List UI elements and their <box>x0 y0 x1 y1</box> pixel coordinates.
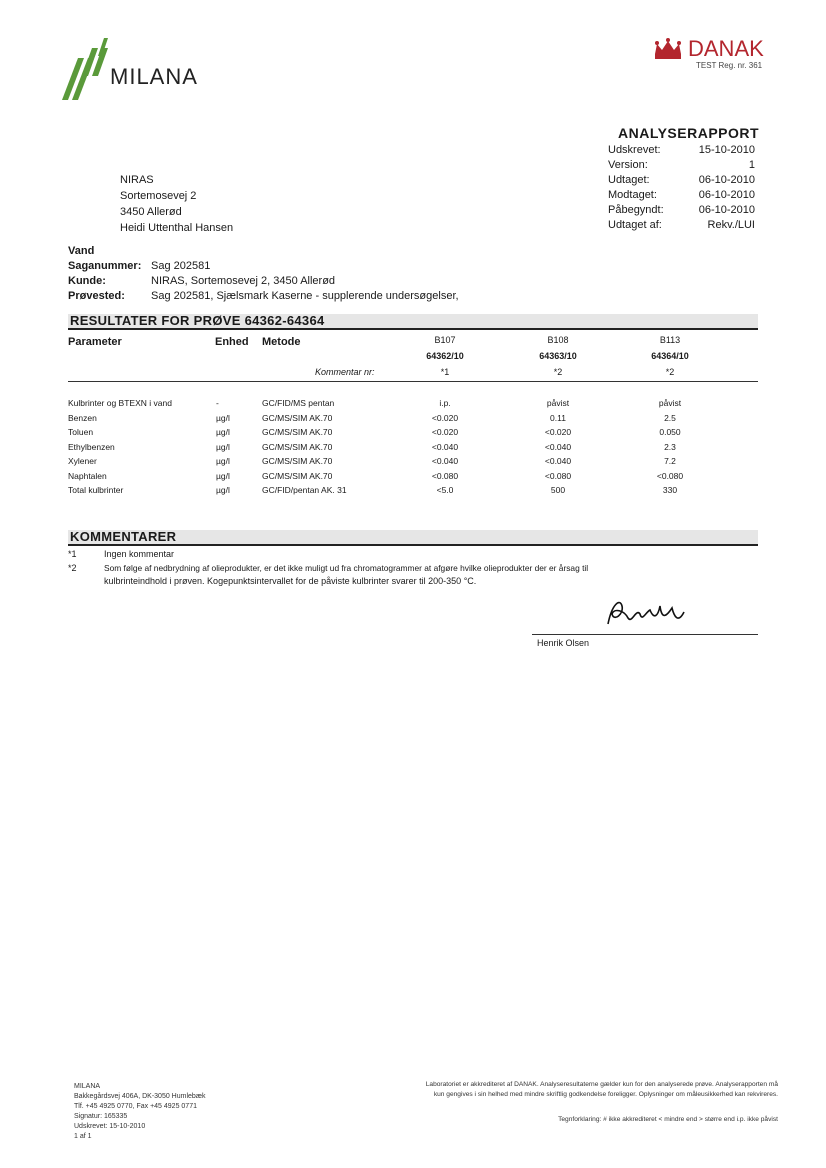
sample-id: B108 <box>547 335 569 345</box>
recipient-line: NIRAS <box>120 174 154 186</box>
sample-type: Vand <box>68 245 95 257</box>
crown-icon <box>652 38 684 60</box>
results-section-bar <box>68 314 758 330</box>
footer-phone: Tlf. +45 4925 0770, Fax +45 4925 0771 <box>74 1103 197 1110</box>
meta-row: Påbegyndt: 06-10-2010 <box>608 204 755 216</box>
results-table <box>68 398 758 500</box>
comments-section-bar <box>68 530 758 546</box>
table-row: Naphtalen µg/l GC/MS/SIM AK.70 <0.080 <0.080 <0.080 <box>68 470 684 481</box>
comment-text: Ingen kommentar <box>104 549 175 559</box>
sample-number: 64362/10 <box>426 351 464 361</box>
meta-row: Udtaget: 06-10-2010 <box>608 174 755 186</box>
header-divider <box>68 381 758 382</box>
table-row: Kulbrinter og BTEXN i vand - GC/FID/MS pentan i.p. påvist påvist <box>68 398 682 408</box>
footer-company: MILANA <box>74 1083 101 1090</box>
col-header-method: Metode <box>262 336 301 348</box>
signature <box>600 594 690 639</box>
footer-page: 1 af 1 <box>74 1133 92 1140</box>
meta-row: Udskrevet: 15-10-2010 <box>608 144 755 156</box>
comments-title: KOMMENTARER <box>70 529 177 544</box>
meta-row: Version: 1 <box>608 159 755 171</box>
table-row: Total kulbrinter µg/l GC/FID/pentan AK. 31 <5.0 500 330 <box>68 485 678 495</box>
sample-id: B107 <box>434 335 456 345</box>
recipient-line: Sortemosevej 2 <box>120 190 197 202</box>
info-row: Saganummer: Sag 202581 <box>68 260 211 272</box>
meta-row: Modtaget: 06-10-2010 <box>608 189 755 201</box>
comment-number: *1 <box>68 549 77 559</box>
col-header-unit: Enhed <box>215 336 249 348</box>
recipient-address <box>120 172 233 236</box>
sample-id: B113 <box>659 335 681 345</box>
sample-info <box>68 244 459 304</box>
comment-label: Kommentar nr: <box>315 367 375 377</box>
signature-mark <box>600 594 690 634</box>
sample-comment: *2 <box>665 367 675 377</box>
sample-number: 64363/10 <box>539 351 577 361</box>
signature-line <box>532 634 758 635</box>
footer-disclaimer <box>318 1080 778 1100</box>
table-row: Benzen µg/l GC/MS/SIM AK.70 <0.020 0.11 2.5 <box>68 412 676 423</box>
recipient-line: Heidi Uttenthal Hansen <box>120 222 234 234</box>
comment-text-continued: kulbrinteindhold i prøven. Kogepunktsintervallet for de påviste kulbrinter svarer til 200-350 °C. <box>104 576 477 586</box>
footer-printed: Udskrevet: 15-10-2010 <box>74 1123 146 1130</box>
sample-comment: *2 <box>553 367 563 377</box>
meta-row: Udtaget af: Rekv./LUI <box>608 219 755 231</box>
col-header-parameter: Parameter <box>68 336 122 348</box>
table-row: Ethylbenzen µg/l GC/MS/SIM AK.70 <0.040 <0.040 2.3 <box>68 441 676 452</box>
table-row: Xylener µg/l GC/MS/SIM AK.70 <0.040 <0.040 7.2 <box>68 456 676 466</box>
info-row: Prøvested: Sag 202581, Sjælsmark Kaserne - supplerende undersøgelser, <box>68 290 459 302</box>
milana-logo-text: MILANA <box>110 64 198 89</box>
recipient-line: 3450 Allerød <box>120 206 182 218</box>
comment-number: *2 <box>68 563 77 573</box>
footer-address: Bakkegårdsvej 406A, DK-3050 Humlebæk <box>74 1093 206 1100</box>
sample-number: 64364/10 <box>651 351 689 361</box>
danak-reg: TEST Reg. nr. 361 <box>696 61 763 70</box>
footer-legend: Tegnforklaring: # ikke akkrediteret < mindre end > større end i.p. ikke påvist <box>558 1116 778 1123</box>
results-title: RESULTATER FOR PRØVE 64362-64364 <box>70 313 325 328</box>
footer-signature: Signatur: 165335 <box>74 1113 128 1120</box>
disclaimer-line: Laboratoriet er akkrediteret af DANAK. Analyseresultaterne gælder kun for den analyserede prøve. Analyserapporten må <box>425 1081 778 1088</box>
sample-comment: *1 <box>440 367 450 377</box>
comment-text: Som følge af nedbrydning af olieprodukter, er det ikke muligt ud fra chromatogrammer at afgøre hvilke olieprodukter der er årsag til <box>104 563 589 573</box>
report-title: ANALYSERAPPORT <box>618 125 760 141</box>
report-meta <box>608 143 755 233</box>
table-row: Toluen µg/l GC/MS/SIM AK.70 <0.020 <0.020 0.050 <box>68 427 681 437</box>
danak-logo <box>652 36 777 76</box>
danak-text: DANAK <box>688 36 764 61</box>
signatory-name: Henrik Olsen <box>537 638 590 648</box>
disclaimer-line: kun gengives i sin helhed med mindre skriftlig godkendelse foreligger. Oplysninger om måleusikkerhed kan rekvireres. <box>433 1091 778 1098</box>
milana-logo <box>62 36 222 106</box>
info-row: Kunde: NIRAS, Sortemosevej 2, 3450 Allerød <box>68 275 336 287</box>
footer-company-block <box>74 1082 206 1142</box>
